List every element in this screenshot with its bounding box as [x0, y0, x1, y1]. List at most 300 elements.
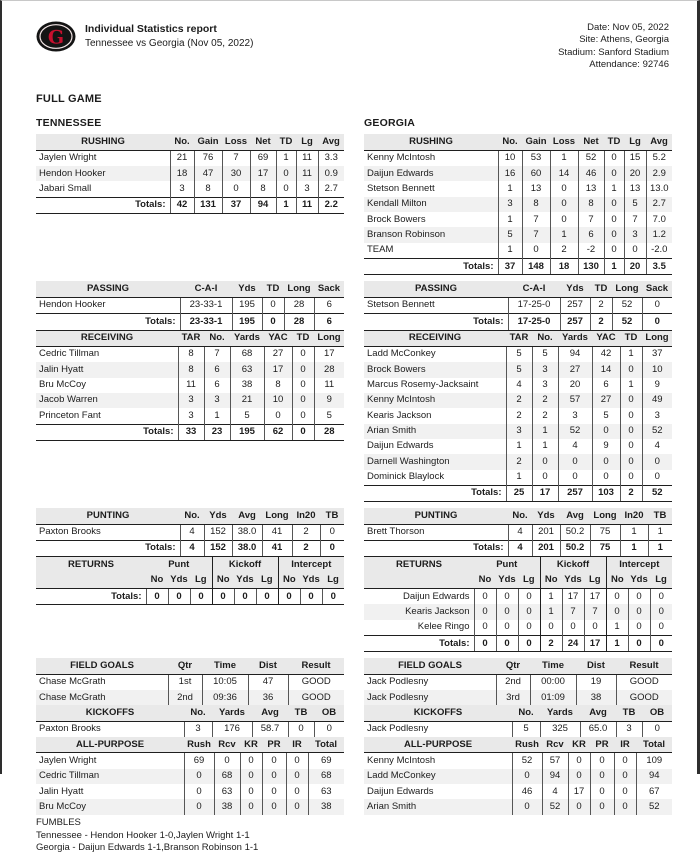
column-header: No — [606, 573, 628, 589]
table-title: PUNTING — [364, 508, 508, 524]
stat-value: 5.2 — [646, 150, 672, 166]
stat-value: -2.0 — [646, 243, 672, 259]
totals-row — [36, 314, 344, 330]
totals-label: Totals: — [36, 589, 146, 605]
player-name: Marcus Rosemy-Jacksaint — [367, 379, 479, 391]
stat-value: 38.0 — [232, 524, 262, 540]
table-row — [364, 753, 672, 769]
table-row — [364, 243, 672, 259]
georgia-passing-table-slot — [364, 281, 672, 330]
column-header: TD — [292, 331, 314, 347]
stat-value: 69 — [250, 150, 276, 166]
stat-value: 4 — [508, 540, 532, 556]
stat-value: 0.9 — [318, 166, 344, 181]
stat-value: 68 — [230, 346, 264, 362]
stat-value: 3 — [642, 408, 672, 423]
table-row — [36, 690, 344, 705]
report-subtitle: Tennessee vs Georgia (Nov 05, 2022) — [85, 37, 254, 49]
stat-value: 1 — [620, 524, 648, 540]
stat-value: 0 — [642, 721, 672, 737]
stat-value: 0 — [292, 424, 314, 440]
tennessee-punting-section — [36, 508, 344, 605]
stat-value: 10:05 — [202, 674, 248, 690]
table-row — [364, 166, 672, 181]
stat-value: 3.3 — [318, 150, 344, 166]
stat-value: 0 — [256, 589, 278, 605]
table-row — [364, 769, 672, 784]
table-row — [364, 378, 672, 393]
table-row — [364, 393, 672, 408]
stat-value: 11 — [296, 150, 318, 166]
column-header: Rush — [512, 737, 542, 753]
stat-value: 0 — [620, 408, 642, 423]
stat-value: 28 — [284, 297, 314, 313]
stat-value: 0 — [190, 589, 212, 605]
stat-value: 0 — [614, 784, 636, 799]
stat-value: 11 — [314, 378, 344, 393]
stat-value: 0 — [518, 604, 540, 619]
stat-value: 13 — [578, 181, 604, 196]
totals-row — [36, 589, 344, 605]
stat-value: 131 — [194, 197, 222, 213]
stat-value: 50.2 — [560, 540, 590, 556]
stat-value: 0 — [262, 314, 284, 330]
totals-row — [36, 424, 344, 440]
column-header: Yds — [532, 508, 560, 524]
stat-value: 17 — [532, 485, 558, 501]
stat-value: 0 — [496, 604, 518, 619]
column-header: TAR — [506, 331, 532, 347]
stat-value: 109 — [636, 753, 672, 769]
georgia-rushing-section — [364, 117, 672, 275]
stat-value: 1st — [168, 674, 202, 690]
report-header-left — [36, 21, 253, 52]
stat-value: 47 — [248, 674, 288, 690]
stat-value: 2nd — [168, 690, 202, 705]
stat-value: 8 — [522, 197, 550, 212]
return-group-header: Kickoff — [212, 557, 278, 572]
stat-value: 50.2 — [560, 524, 590, 540]
stat-value: 8 — [178, 346, 204, 362]
column-header: No. — [170, 134, 194, 150]
stat-value: 17-25-0 — [508, 297, 560, 313]
stat-value: 0 — [620, 470, 642, 486]
column-header: Yards — [230, 331, 264, 347]
stat-value: 0 — [292, 393, 314, 408]
column-header: TB — [648, 508, 672, 524]
column-header: TD — [276, 134, 296, 150]
stat-value: 0 — [650, 589, 672, 605]
stat-value: 2 — [292, 540, 320, 556]
stat-value: 1 — [604, 181, 624, 196]
stat-value: 7 — [562, 604, 584, 619]
stat-value: 0 — [568, 753, 590, 769]
stat-value: 0 — [620, 439, 642, 454]
stat-value: 38.0 — [232, 540, 262, 556]
kickoffs-table — [364, 705, 672, 737]
stat-value: 0 — [518, 589, 540, 605]
game-site: Site: Athens, Georgia — [579, 34, 669, 46]
table-row — [36, 408, 344, 424]
stat-value: 0 — [550, 181, 578, 196]
stat-value: 8 — [178, 362, 204, 377]
player-name: Brock Bowers — [367, 213, 426, 225]
column-header: Yds — [234, 573, 256, 589]
player-name: Jalin Hyatt — [36, 362, 178, 377]
stat-value: 52 — [642, 424, 672, 439]
player-name: Ladd McConkey — [364, 769, 512, 784]
stat-value: 17 — [568, 784, 590, 799]
table-row — [36, 753, 344, 769]
player-name: Chase McGrath — [39, 676, 106, 688]
stat-value: 3 — [624, 227, 646, 242]
stat-value: -2 — [578, 243, 604, 259]
column-header: Avg — [318, 134, 344, 150]
stat-value: 75 — [590, 524, 620, 540]
column-header: Lg — [190, 573, 212, 589]
receiving-table — [36, 331, 344, 441]
column-header: Long — [262, 508, 292, 524]
stat-value: 103 — [592, 485, 620, 501]
stat-value: 2.9 — [646, 166, 672, 181]
stat-value: 195 — [232, 297, 262, 313]
stat-value: 0 — [278, 589, 300, 605]
totals-row — [364, 314, 672, 330]
stat-value: 0 — [522, 243, 550, 259]
column-header: Lg — [624, 134, 646, 150]
table-title: RECEIVING — [36, 331, 178, 347]
stat-value: 176 — [212, 721, 252, 737]
stat-value: 37 — [642, 346, 672, 362]
stat-value: 0 — [214, 753, 240, 769]
stat-value: 0 — [590, 784, 614, 799]
game-attendance: Attendance: 92746 — [589, 59, 669, 71]
receiving-table — [364, 331, 672, 503]
stat-value: 09:36 — [202, 690, 248, 705]
stat-value: 63 — [308, 784, 344, 799]
table-row — [36, 362, 344, 377]
column-header: YAC — [264, 331, 292, 347]
stat-value: 0 — [184, 769, 214, 784]
player-name: Bru McCoy — [39, 379, 86, 391]
stat-value: 7 — [222, 150, 250, 166]
table-row — [364, 470, 672, 486]
player-name: Stetson Bennett — [367, 299, 435, 311]
stat-value: 28 — [314, 424, 344, 440]
stat-value: 3 — [170, 181, 194, 197]
totals-row — [364, 540, 672, 556]
player-name: Ladd McConkey — [367, 348, 436, 360]
stat-value: 0 — [592, 470, 620, 486]
column-header: Yds — [560, 281, 590, 297]
stat-value: GOOD — [616, 690, 672, 705]
table-row — [364, 524, 672, 540]
column-header: TD — [620, 331, 642, 347]
player-name: Princeton Fant — [39, 409, 101, 421]
column-header: Yds — [204, 508, 232, 524]
stat-value: 0 — [590, 799, 614, 814]
column-header: Net — [578, 134, 604, 150]
stat-value: 0 — [518, 620, 540, 636]
georgia-receiving-table-slot — [364, 331, 672, 503]
stat-value: 19 — [576, 674, 616, 690]
stat-value: 0 — [240, 753, 262, 769]
stat-value: 1 — [620, 346, 642, 362]
stat-value: 0 — [628, 636, 650, 652]
stat-value: 6 — [578, 227, 604, 242]
column-header: Long — [612, 281, 642, 297]
column-header: Long — [642, 331, 672, 347]
stat-value: 27 — [558, 362, 592, 377]
stat-value: 0 — [604, 212, 624, 227]
totals-label: Totals: — [364, 485, 506, 501]
stat-value: 27 — [592, 393, 620, 408]
stat-value: 0 — [300, 589, 322, 605]
stat-value: 195 — [230, 424, 264, 440]
stat-value: 130 — [578, 259, 604, 275]
stat-value: 0 — [550, 197, 578, 212]
stat-value: 0 — [604, 166, 624, 181]
stat-value: 0 — [568, 769, 590, 784]
column-header: Sack — [642, 281, 672, 297]
stat-value: 0 — [532, 470, 558, 486]
column-header: Gain — [522, 134, 550, 150]
report-titles — [85, 21, 253, 50]
stat-value: 4 — [180, 524, 204, 540]
game-stadium: Stadium: Sanford Stadium — [558, 46, 669, 58]
table-row — [364, 721, 672, 737]
stat-value: 2.7 — [646, 197, 672, 212]
totals-label: Totals: — [364, 259, 498, 275]
stat-value: 3 — [498, 197, 522, 212]
player-name: Kelee Ringo — [417, 621, 470, 633]
player-name: Arian Smith — [364, 424, 506, 439]
stat-value: 3 — [616, 721, 642, 737]
table-row — [36, 721, 344, 737]
column-header: Lg — [584, 573, 606, 589]
player-name: Cedric Tillman — [36, 769, 184, 784]
table-row — [364, 674, 672, 690]
stat-value: 0 — [628, 620, 650, 636]
column-header: Avg — [646, 134, 672, 150]
stat-value: 0 — [292, 378, 314, 393]
column-header: Lg — [296, 134, 318, 150]
stat-value: 1 — [540, 589, 562, 605]
table-row — [364, 346, 672, 362]
stat-value: 3 — [178, 408, 204, 424]
column-header: No. — [512, 705, 540, 721]
stat-value: 0 — [292, 362, 314, 377]
column-header: No — [212, 573, 234, 589]
stat-value: 5 — [498, 227, 522, 242]
stat-value: 0 — [568, 799, 590, 814]
tennessee-rushing-section — [36, 117, 344, 214]
stat-value: 6 — [314, 314, 344, 330]
stat-value: 0 — [512, 769, 542, 784]
stat-value: 94 — [250, 197, 276, 213]
table-row — [364, 784, 672, 799]
player-name: Dominick Blaylock — [367, 471, 445, 483]
totals-label: Totals: — [36, 314, 180, 330]
stat-value: 0 — [286, 784, 308, 799]
tennessee-all-purpose-table-slot — [36, 737, 344, 815]
stat-value: 0 — [620, 362, 642, 377]
stat-value: 3 — [204, 393, 230, 408]
player-name: Kenny McIntosh — [364, 393, 506, 408]
totals-row — [364, 636, 672, 652]
table-row — [364, 181, 672, 196]
stat-value: 28 — [314, 362, 344, 377]
player-name: Hendon Hooker — [36, 166, 170, 181]
column-header: Loss — [550, 134, 578, 150]
teams-grid — [36, 117, 669, 855]
player-name: Daijun Edwards — [367, 785, 434, 797]
stat-value: 2nd — [496, 674, 530, 690]
column-header: TB — [320, 508, 344, 524]
stat-value: 0 — [184, 784, 214, 799]
column-header: PR — [590, 737, 614, 753]
stat-value: 4 — [642, 439, 672, 454]
column-header: Yds — [562, 573, 584, 589]
stat-value: 3 — [296, 181, 318, 197]
column-header: Dist — [248, 658, 288, 674]
stat-value: 0 — [474, 636, 496, 652]
stat-value: GOOD — [288, 690, 344, 705]
stat-value: 0 — [584, 620, 606, 636]
player-name: Kearis Jackson — [367, 409, 432, 421]
stat-value: 57 — [558, 393, 592, 408]
column-header: Dist — [576, 658, 616, 674]
stat-value: 46 — [578, 166, 604, 181]
stat-value: 41 — [262, 524, 292, 540]
stat-value: 0 — [292, 346, 314, 362]
returns-table — [364, 557, 672, 652]
stat-value: 0 — [276, 181, 296, 197]
stat-value: 5 — [506, 346, 532, 362]
column-header: Gain — [194, 134, 222, 150]
player-name: Bru McCoy — [36, 799, 184, 814]
stat-value: 23-33-1 — [180, 297, 232, 313]
all-purpose-table — [364, 737, 672, 815]
stat-value: 47 — [194, 166, 222, 181]
stat-value: 257 — [560, 297, 590, 313]
table-row — [36, 378, 344, 393]
stat-value: 0 — [474, 604, 496, 619]
column-header: Rcv — [542, 737, 568, 753]
stat-value: 0 — [628, 589, 650, 605]
column-header: Lg — [256, 573, 278, 589]
stat-value: 6 — [204, 362, 230, 377]
stat-value: 18 — [170, 166, 194, 181]
stat-value: 4 — [542, 784, 568, 799]
column-header: Yds — [496, 573, 518, 589]
stat-value: 21 — [230, 393, 264, 408]
totals-label: Totals: — [36, 540, 180, 556]
stat-value: 5 — [314, 408, 344, 424]
stat-value: 65.0 — [580, 721, 616, 737]
stat-value: 2.2 — [318, 197, 344, 213]
column-header: Avg — [560, 508, 590, 524]
totals-label: Totals: — [364, 540, 508, 556]
logo-letter: G — [47, 26, 65, 49]
game-info-block — [558, 21, 669, 71]
player-name: Jalin Hyatt — [39, 785, 84, 797]
spacer-cell — [36, 573, 146, 589]
stat-value: 2 — [532, 393, 558, 408]
stat-value: 69 — [184, 753, 214, 769]
stat-value: 10 — [642, 362, 672, 377]
georgia-passing-section — [364, 281, 672, 502]
georgia-rushing-table-slot — [364, 134, 672, 275]
stat-value: 1 — [606, 636, 628, 652]
stat-value: 1 — [604, 259, 624, 275]
stat-value: 5 — [624, 197, 646, 212]
report-header — [36, 21, 669, 71]
field-goals-table — [364, 658, 672, 705]
table-row — [36, 346, 344, 362]
stat-value: 0 — [620, 393, 642, 408]
stat-value: 2 — [620, 485, 642, 501]
table-row — [364, 439, 672, 454]
stat-value: GOOD — [616, 674, 672, 690]
table-row — [364, 424, 672, 439]
column-header: TAR — [178, 331, 204, 347]
stat-value: 7 — [584, 604, 606, 619]
player-name: Jacob Warren — [36, 393, 178, 408]
stat-value: 52 — [542, 799, 568, 814]
stat-value: 1 — [532, 439, 558, 454]
return-group-header: Intercept — [606, 557, 672, 572]
tennessee-rushing-table-slot — [36, 134, 344, 214]
table-row — [364, 197, 672, 212]
return-group-header: Punt — [474, 557, 540, 572]
column-header: Result — [616, 658, 672, 674]
georgia-returns-table-slot — [364, 557, 672, 652]
table-row — [364, 454, 672, 469]
stat-value: 0 — [240, 784, 262, 799]
stat-value: 52 — [558, 424, 592, 439]
stat-value: 8 — [250, 181, 276, 197]
column-header: Avg — [252, 705, 288, 721]
player-name: Hendon Hooker — [39, 299, 106, 311]
stat-value: 0 — [518, 636, 540, 652]
column-header: Rcv — [214, 737, 240, 753]
stat-value: 17 — [314, 346, 344, 362]
column-header: Long — [314, 331, 344, 347]
stat-value: 16 — [498, 166, 522, 181]
stat-value: 3 — [558, 408, 592, 423]
player-name: Jaylen Wright — [39, 754, 97, 766]
player-name: Brett Thorson — [367, 526, 425, 538]
table-row — [364, 362, 672, 377]
column-header: Total — [308, 737, 344, 753]
stat-value: 0 — [628, 604, 650, 619]
stat-value: 57 — [542, 753, 568, 769]
stat-value: 20 — [558, 378, 592, 393]
stat-value: 7 — [522, 227, 550, 242]
stat-value: 11 — [296, 166, 318, 181]
stat-value: 18 — [550, 259, 578, 275]
stat-value: 3rd — [496, 690, 530, 705]
stat-value: 0 — [606, 604, 628, 619]
stat-value: 0 — [288, 721, 314, 737]
column-header: YAC — [592, 331, 620, 347]
column-header: Long — [284, 281, 314, 297]
team-name-georgia: GEORGIA — [364, 117, 415, 130]
column-header: No — [146, 573, 168, 589]
returns-table — [36, 557, 344, 605]
stat-value: 13.0 — [646, 181, 672, 196]
